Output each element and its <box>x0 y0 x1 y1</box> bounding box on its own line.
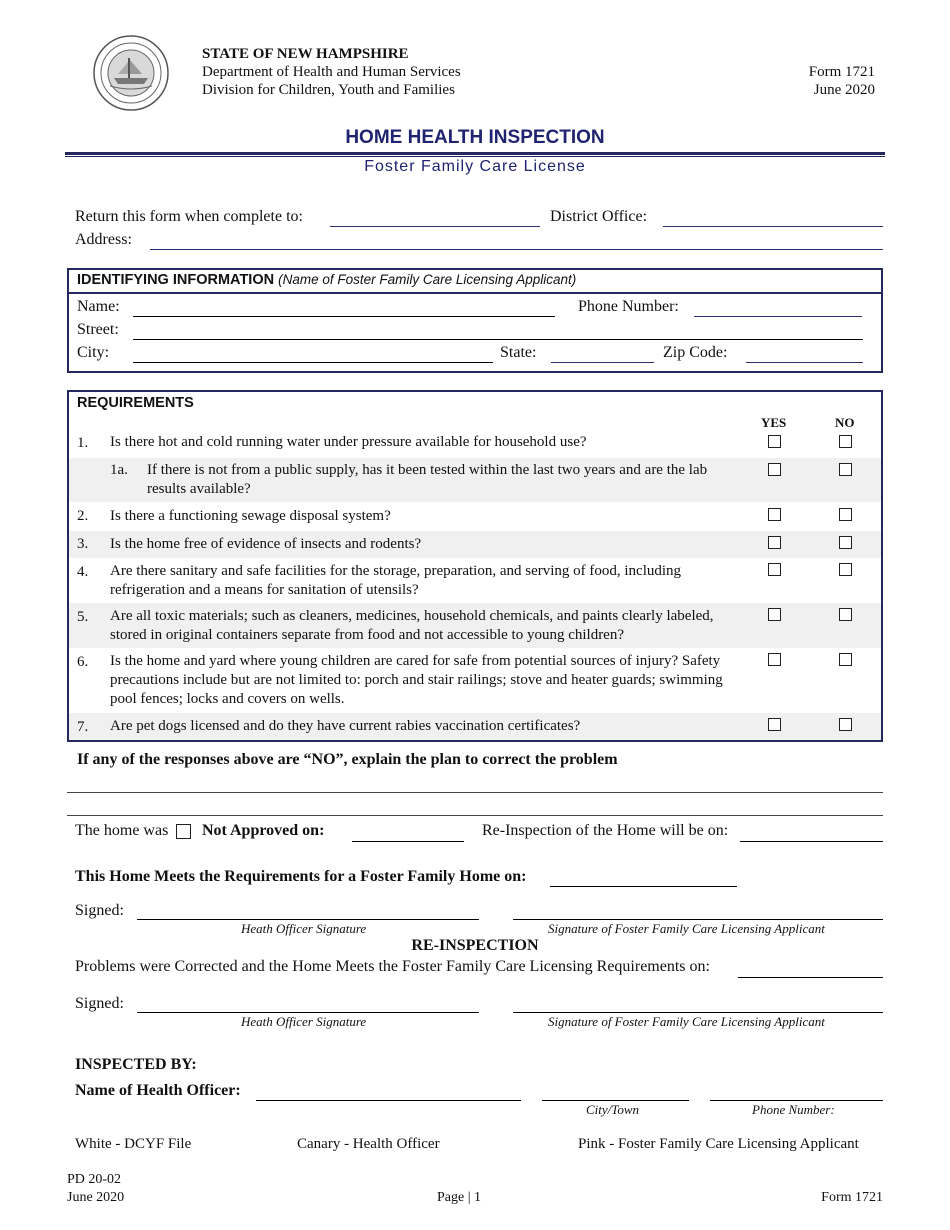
footer-page: Page | 1 <box>437 1190 482 1205</box>
header-division: Division for Children, Youth and Families <box>202 82 455 98</box>
phone-field[interactable] <box>694 316 862 317</box>
header-form-number: Form 1721 <box>808 64 875 80</box>
item-text: Is there a functioning sewage disposal system? <box>110 508 391 524</box>
distribution-white: White - DCYF File <box>75 1136 192 1152</box>
item-number: 4. <box>77 564 89 580</box>
item-text: If there is not from a public supply, has it been tested within the last two years and are the lab results available? <box>147 462 708 497</box>
identifying-heading-text: IDENTIFYING INFORMATION <box>77 272 275 288</box>
city-town-field[interactable] <box>542 1100 689 1101</box>
item-text: Are all toxic materials; such as cleaners, medicines, household chemicals, and paints clearly labeled, stored in original containers separate from food and not accessible to young children? <box>110 608 714 643</box>
item-number: 3. <box>77 536 89 552</box>
officer-signature-caption: Heath Officer Signature <box>241 921 367 936</box>
phone-label: Phone Number: <box>578 298 679 315</box>
reinspection-applicant-caption: Signature of Foster Family Care Licensing Applicant <box>548 1014 825 1029</box>
explain-line-2[interactable] <box>67 815 883 816</box>
zip-field[interactable] <box>746 362 863 363</box>
page-title: HOME HEALTH INSPECTION <box>345 127 605 148</box>
applicant-signature-line[interactable] <box>513 919 883 920</box>
reinspection-date-label: Re-Inspection of the Home will be on: <box>482 822 729 839</box>
item-text: Is the home and yard where young children are cared for safe from potential sources of injury? Safety precautions include but are not limited to: porch and stair railings; stove and heater guards; swimming pool fences; locks and covers on wells. <box>110 653 723 707</box>
corrected-text: Problems were Corrected and the Home Meets the Foster Family Care Licensing Requirements on: <box>75 958 710 975</box>
not-approved-date-field[interactable] <box>352 841 464 842</box>
state-field[interactable] <box>551 362 654 363</box>
item-text: Are there sanitary and safe facilities for the storage, preparation, and serving of food, including refrigeration and a means for sanitation of utensils? <box>110 563 682 598</box>
not-approved-label: Not Approved on: <box>202 822 325 839</box>
title-rule-top <box>65 152 885 155</box>
item-6-yes-checkbox[interactable] <box>768 653 781 666</box>
item-number: 5. <box>77 609 89 625</box>
corrected-date-field[interactable] <box>738 977 883 978</box>
item-number: 2. <box>77 508 89 524</box>
distribution-canary: Canary - Health Officer <box>297 1136 440 1152</box>
footer-date: June 2020 <box>67 1190 125 1205</box>
item-3-yes-checkbox[interactable] <box>768 536 781 549</box>
address-field[interactable] <box>150 249 883 250</box>
item-2-no-checkbox[interactable] <box>839 508 852 521</box>
item-6-no-checkbox[interactable] <box>839 653 852 666</box>
item-text: Is the home free of evidence of insects and rodents? <box>110 536 422 552</box>
item-7-no-checkbox[interactable] <box>839 718 852 731</box>
header-form-date: June 2020 <box>813 82 875 98</box>
reinspection-applicant-signature-line[interactable] <box>513 1012 883 1013</box>
no-column-header: NO <box>835 415 855 430</box>
reinspection-heading: RE-INSPECTION <box>411 937 539 954</box>
item-text: Is there hot and cold running water under pressure available for household use? <box>110 434 587 450</box>
inspected-by-heading: INSPECTED BY: <box>75 1056 197 1073</box>
address-label: Address: <box>75 231 132 248</box>
district-label: District Office: <box>550 208 648 225</box>
explain-line-1[interactable] <box>67 792 883 793</box>
item-number: 1a. <box>110 462 128 478</box>
return-to-field[interactable] <box>330 226 540 227</box>
not-approved-checkbox[interactable] <box>176 824 191 839</box>
item-3-no-checkbox[interactable] <box>839 536 852 549</box>
item-1-yes-checkbox[interactable] <box>768 435 781 448</box>
reinspection-date-field[interactable] <box>740 841 883 842</box>
officer-phone-caption: Phone Number: <box>752 1102 835 1117</box>
reinspection-officer-signature-line[interactable] <box>137 1012 479 1013</box>
applicant-signature-caption: Signature of Foster Family Care Licensing Applicant <box>548 921 825 936</box>
item-1a-yes-checkbox[interactable] <box>768 463 781 476</box>
home-was-label: The home was <box>75 822 169 839</box>
street-field[interactable] <box>133 339 863 340</box>
reinspection-officer-caption: Heath Officer Signature <box>241 1014 367 1029</box>
health-officer-name-field[interactable] <box>256 1100 521 1101</box>
page-subtitle: Foster Family Care License <box>364 158 586 175</box>
identifying-heading-note: (Name of Foster Family Care Licensing Applicant) <box>278 272 577 287</box>
header-state: STATE OF NEW HAMPSHIRE <box>202 46 409 62</box>
identifying-heading <box>77 272 576 288</box>
item-4-yes-checkbox[interactable] <box>768 563 781 576</box>
footer-form: Form 1721 <box>821 1190 883 1205</box>
return-label: Return this form when complete to: <box>75 208 303 225</box>
reinspection-signed-label: Signed: <box>75 995 124 1012</box>
header-department: Department of Health and Human Services <box>202 64 461 80</box>
item-7-yes-checkbox[interactable] <box>768 718 781 731</box>
item-5-no-checkbox[interactable] <box>839 608 852 621</box>
identifying-heading-rule <box>67 292 883 294</box>
distribution-pink: Pink - Foster Family Care Licensing Applicant <box>578 1136 859 1152</box>
officer-phone-field[interactable] <box>710 1100 883 1101</box>
district-office-field[interactable] <box>663 226 883 227</box>
item-5-yes-checkbox[interactable] <box>768 608 781 621</box>
footer-code: PD 20-02 <box>67 1172 122 1187</box>
city-label: City: <box>77 344 110 361</box>
title-rule-bottom <box>65 156 885 157</box>
item-number: 1. <box>77 435 89 451</box>
item-2-yes-checkbox[interactable] <box>768 508 781 521</box>
city-town-caption: City/Town <box>586 1102 639 1117</box>
meets-requirements-label: This Home Meets the Requirements for a Foster Family Home on: <box>75 868 527 885</box>
health-officer-name-label: Name of Health Officer: <box>75 1082 241 1099</box>
item-text: Are pet dogs licensed and do they have current rabies vaccination certificates? <box>110 718 581 734</box>
state-seal <box>92 34 170 112</box>
item-number: 7. <box>77 719 89 735</box>
state-label: State: <box>500 344 537 361</box>
item-4-no-checkbox[interactable] <box>839 563 852 576</box>
explain-prompt: If any of the responses above are “NO”, explain the plan to correct the problem <box>77 751 618 768</box>
yes-column-header: YES <box>761 415 787 430</box>
name-label: Name: <box>77 298 120 315</box>
signed-label: Signed: <box>75 902 124 919</box>
item-1-no-checkbox[interactable] <box>839 435 852 448</box>
officer-signature-line[interactable] <box>137 919 479 920</box>
item-1a-no-checkbox[interactable] <box>839 463 852 476</box>
street-label: Street: <box>77 321 119 338</box>
item-number: 6. <box>77 654 89 670</box>
meets-requirements-date-field[interactable] <box>550 886 737 887</box>
zip-label: Zip Code: <box>663 344 728 361</box>
requirements-heading: REQUIREMENTS <box>77 395 194 411</box>
city-field[interactable] <box>133 362 493 363</box>
name-field[interactable] <box>133 316 555 317</box>
